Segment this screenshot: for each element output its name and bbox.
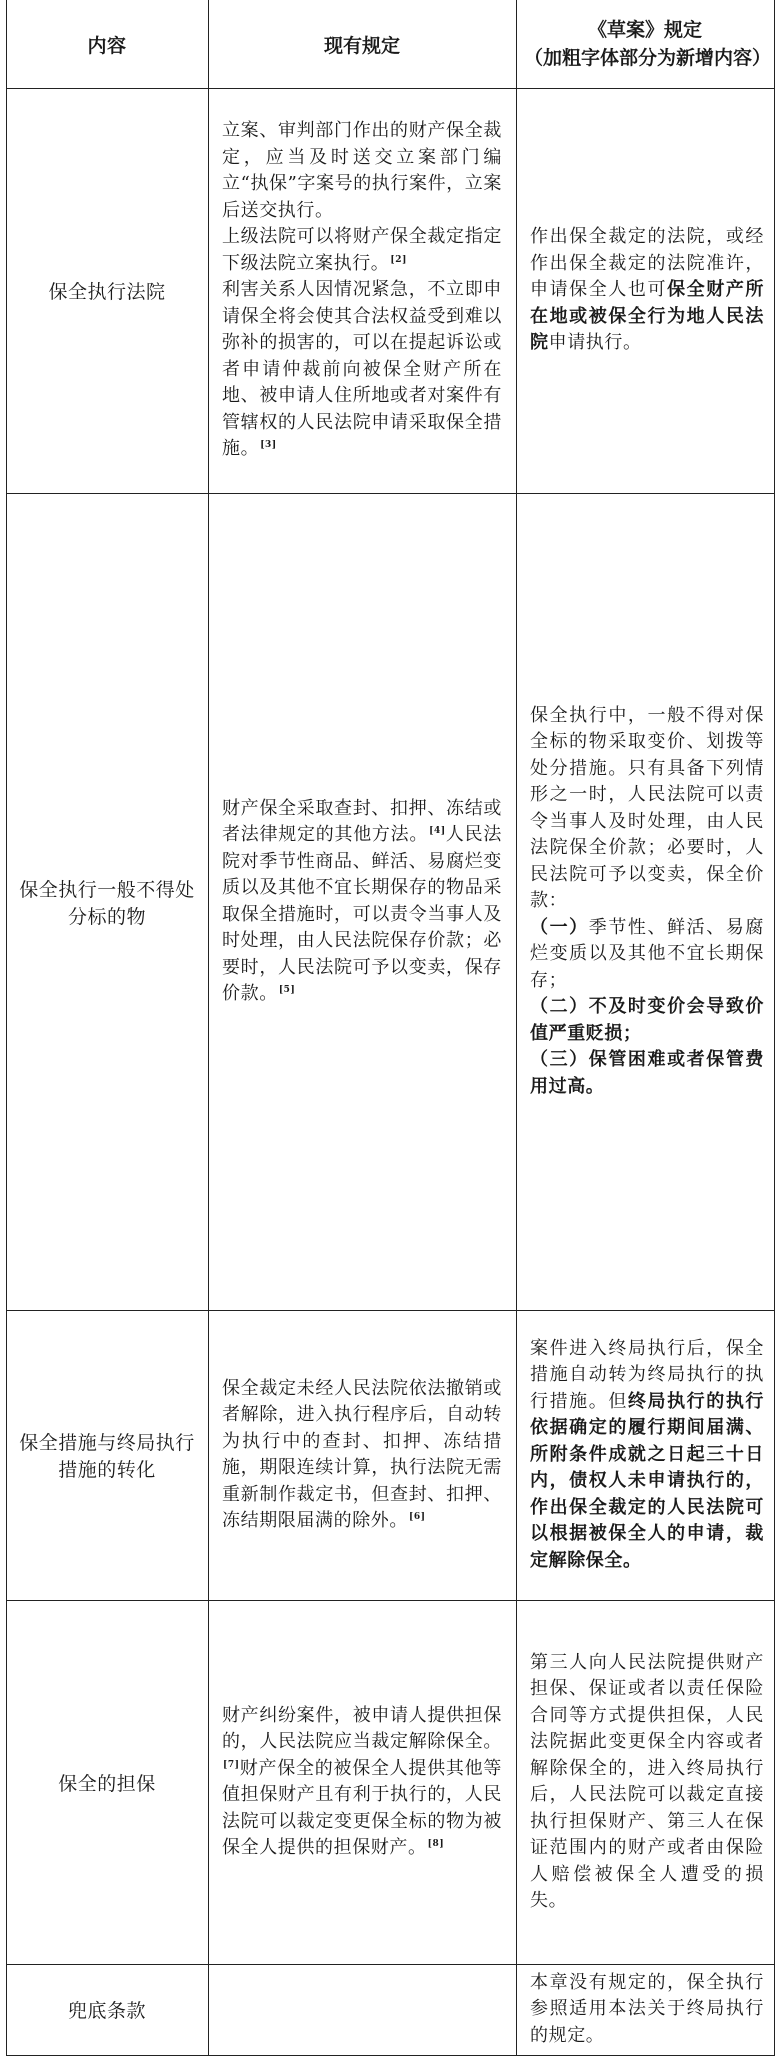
table-border-bottom — [6, 2055, 774, 2056]
citation-ref: [3] — [260, 440, 277, 451]
row-topic-catchall — [6, 1964, 208, 2055]
current-paragraph: 保全裁定未经人民法院依法撤销或者解除，进入执行程序后，自动转为执行中的查封、扣押、冻结措施，期限连续计算，执行法院无需重新制作裁定书，但查封、扣押、冻结期限届满的除外。[6] — [222, 1377, 502, 1531]
topic-label: 保全执行一般不得处分标的物 — [19, 878, 195, 928]
draft-bold-text: 保全财产所在地或被保全行为地人民法院 — [530, 279, 765, 354]
header-draft — [516, 0, 774, 88]
draft-item-3: （三）保管困难或者保管费用过高。 — [530, 1049, 764, 1097]
citation-ref: [2] — [390, 254, 407, 265]
row-draft-no-disposal — [516, 493, 774, 1310]
row-current-execution-court — [208, 88, 516, 493]
current-paragraph: 财产保全采取查封、扣押、冻结或者法律规定的其他方法。[4]人民法院对季节性商品、鲜活、易腐烂变质以及其他不宜长期保存的物品采取保全措施时，可以责令当事人及时处理，由人民法院保存价款；必要时，人民法院可予以变卖，保存价款。[5] — [222, 797, 502, 1004]
header-draft-label: 《草案》规定 （加粗字体部分为新增内容） — [524, 19, 772, 69]
current-paragraph-3: 利害关系人因情况紧急，不立即申请保全将会使其合法权益受到难以弥补的损害的，可以在提起诉讼或者申请仲裁前向被保全财产所在地、被申请人住所地或者对案件有管辖权的人民法院申请采取保全措施。[3] — [222, 279, 502, 460]
row-topic-execution-court — [6, 88, 208, 493]
row-topic-guarantee — [6, 1600, 208, 1964]
table-border-right — [774, 0, 775, 2056]
topic-label: 保全执行法院 — [48, 281, 166, 303]
row-current-catchall — [208, 1964, 516, 2055]
topic-label: 兜底条款 — [67, 2000, 146, 2022]
citation-ref: [7] — [223, 1759, 240, 1770]
row-draft-conversion — [516, 1310, 774, 1600]
citation-ref: [4] — [429, 826, 446, 836]
row-topic-conversion — [6, 1310, 208, 1600]
current-paragraph: 财产纠纷案件，被申请人提供担保的，人民法院应当裁定解除保全。[7]财产保全的被保全人提供其他等值担保财产且有利于执行的，人民法院可以裁定变更保全标的物为被保全人提供的担保财产。[8] — [222, 1704, 502, 1858]
draft-item-1: （一）季节性、鲜活、易腐烂变质以及其他不宜长期保存； — [530, 916, 764, 991]
row-current-guarantee — [208, 1600, 516, 1964]
row-current-no-disposal — [208, 493, 516, 1310]
row-draft-catchall — [516, 1964, 774, 2055]
draft-intro: 保全执行中，一般不得对保全标的物采取变价、划拨等处分措施。只有具备下列情形之一时，人民法院可以责令当事人及时处理，由人民法院保全价款；必要时，人民法院可予以变卖，保全价款： — [530, 704, 764, 912]
citation-ref: [8] — [427, 1839, 445, 1849]
citation-ref: [6] — [409, 1512, 426, 1522]
draft-item-2: （二）不及时变价会导致价值严重贬损； — [530, 996, 764, 1044]
row-draft-execution-court — [516, 88, 774, 493]
header-content-label: 内容 — [87, 34, 127, 57]
header-current — [208, 0, 516, 88]
topic-label: 保全措施与终局执行措施的转化 — [19, 1432, 195, 1481]
topic-label: 保全的担保 — [58, 1772, 156, 1795]
draft-paragraph: 第三人向人民法院提供财产担保、保证或者以责任保险合同等方式提供担保，人民法院据此变更保全内容或者解除保全的，进入终局执行后，人民法院可以裁定直接执行担保财产、第三人在保证范围内的财产或者由保险人赔偿被保全人遭受的损失。 — [530, 1651, 764, 1911]
header-current-label: 现有规定 — [323, 34, 400, 57]
header-content — [6, 0, 208, 88]
citation-ref: [5] — [278, 985, 296, 995]
current-paragraph-1: 立案、审判部门作出的财产保全裁定，应当及时送交立案部门编立“执保”字案号的执行案件，立案后送交执行。 — [222, 120, 503, 221]
draft-paragraph: 作出保全裁定的法院，或经作出保全裁定的法院准许，申请保全人也可保全财产所在地或被保全行为地人民法院申请执行。 — [530, 226, 765, 354]
current-paragraph-2: 上级法院可以将财产保全裁定指定下级法院立案执行。[2] — [222, 226, 502, 274]
draft-paragraph: 案件进入终局执行后，保全措施自动转为终局执行的执行措施。但终局执行的执行依据确定的履行期间届满、所附条件成就之日起三十日内，债权人未申请执行的，作出保全裁定的人民法院可以根据被保全人的申请，裁定解除保全。 — [530, 1337, 765, 1571]
draft-bold-text: 终局执行的执行依据确定的履行期间届满、所附条件成就之日起三十日内，债权人未申请执行的，作出保全裁定的人民法院可以根据被保全人的申请，裁定解除保全。 — [530, 1390, 765, 1571]
row-topic-no-disposal — [6, 493, 208, 1310]
row-current-conversion — [208, 1310, 516, 1600]
draft-paragraph: 本章没有规定的，保全执行参照适用本法关于终局执行的规定。 — [530, 1971, 764, 2046]
comparison-table — [6, 0, 774, 2056]
row-draft-guarantee — [516, 1600, 774, 1964]
